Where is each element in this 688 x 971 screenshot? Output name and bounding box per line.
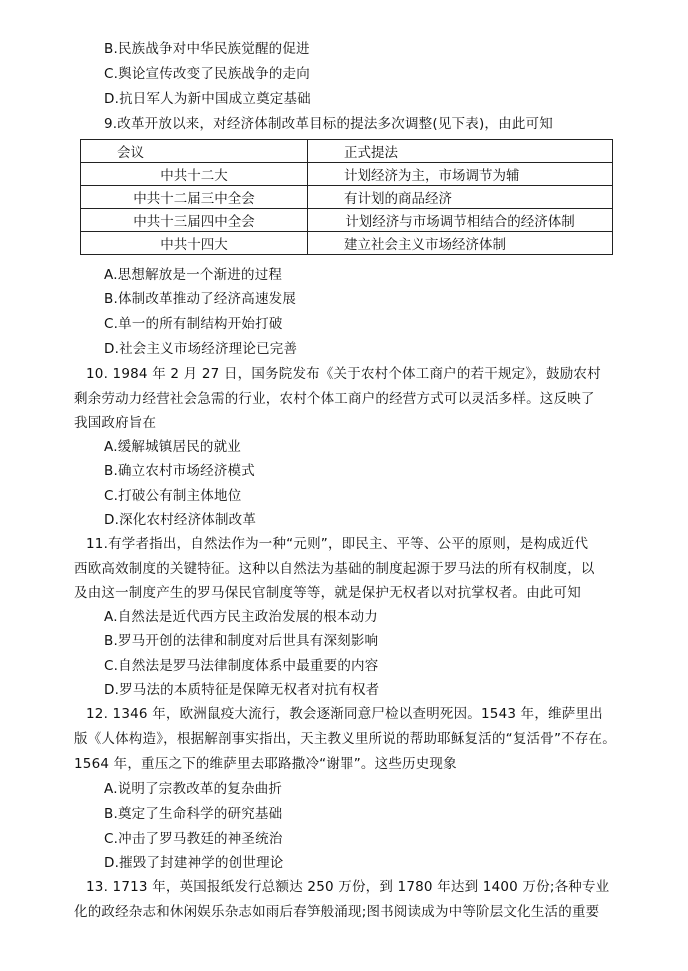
q9-option-a[interactable]: A.思想解放是一个渐进的过程: [104, 267, 283, 283]
table-cell-formulation: 计划经济与市场调节相结合的经济体制: [308, 209, 613, 232]
q12-stem-line-2: 版《人体构造》，根据解剖事实指出，天主教义里所说的帮助耶稣复活的“复活骨”不存在。: [74, 731, 616, 747]
table-row: [81, 186, 613, 209]
table-cell-meeting: 中共十三届四中全会: [81, 209, 308, 232]
q10-option-a[interactable]: A.缓解城镇居民的就业: [104, 439, 241, 455]
q12-option-b[interactable]: B.奠定了生命科学的研究基础: [104, 806, 283, 822]
q10-stem-line-1: 10. 1984 年 2 月 27 日，国务院发布《关于农村个体工商户的若干规定》，鼓励农村: [86, 366, 601, 382]
table-cell-formulation: 计划经济为主，市场调节为辅: [308, 163, 613, 186]
table-header-meeting: 会议: [81, 140, 308, 163]
table-header-row: [81, 140, 613, 163]
table-cell-formulation: 建立社会主义市场经济体制: [308, 232, 613, 255]
table-row: [81, 209, 613, 232]
q8-option-b[interactable]: B.民族战争对中华民族觉醒的促进: [104, 41, 310, 57]
q13-stem-line-1: 13. 1713 年，英国报纸发行总额达 250 万份，到 1780 年达到 1400 万份;各种专业: [86, 879, 610, 895]
q10-stem-line-3: 我国政府旨在: [74, 415, 157, 431]
q12-option-c[interactable]: C.冲击了罗马教廷的神圣统治: [104, 831, 283, 847]
table-cell-formulation: 有计划的商品经济: [308, 186, 613, 209]
q8-option-d[interactable]: D.抗日军人为新中国成立奠定基础: [104, 91, 311, 107]
q10-stem-line-2: 剩余劳动力经营社会急需的行业，农村个体工商户的经营方式可以灵活多样。这反映了: [74, 391, 595, 407]
q9-option-c[interactable]: C.单一的所有制结构开始打破: [104, 316, 283, 332]
q9-option-d[interactable]: D.社会主义市场经济理论已完善: [104, 341, 298, 357]
q11-option-c[interactable]: C.自然法是罗马法律制度体系中最重要的内容: [104, 658, 379, 674]
q11-stem-line-3: 及由这一制度产生的罗马保民官制度等等，就是保护无权者以对抗掌权者。由此可知: [74, 585, 581, 601]
table-row: [81, 163, 613, 186]
table-cell-meeting: 中共十四大: [81, 232, 308, 255]
q12-option-d[interactable]: D.摧毁了封建神学的创世理论: [104, 855, 284, 871]
table-cell-meeting: 中共十二届三中全会: [81, 186, 308, 209]
q11-stem-line-1: 11.有学者指出，自然法作为一种“元则”，即民主、平等、公平的原则，是构成近代: [86, 536, 589, 552]
q13-stem-line-2: 化的政经杂志和休闲娱乐杂志如雨后春笋般涌现;图书阅读成为中等阶层文化生活的重要: [74, 904, 600, 920]
table-header-formulation: 正式提法: [308, 140, 613, 163]
q11-option-a[interactable]: A.自然法是近代西方民主政治发展的根本动力: [104, 609, 378, 625]
q8-option-c[interactable]: C.舆论宣传改变了民族战争的走向: [104, 66, 310, 82]
table-row: [81, 232, 613, 255]
q9-policy-table: [80, 139, 613, 255]
q11-option-b[interactable]: B.罗马开创的法律和制度对后世具有深刻影响: [104, 633, 379, 649]
q10-option-b[interactable]: B.确立农村市场经济模式: [104, 463, 255, 479]
q11-option-d[interactable]: D.罗马法的本质特征是保障无权者对抗有权者: [104, 682, 380, 698]
q11-stem-line-2: 西欧高效制度的关键特征。这种以自然法为基础的制度起源于罗马法的所有权制度，以: [74, 561, 595, 577]
q9-option-b[interactable]: B.体制改革推动了经济高速发展: [104, 291, 297, 307]
q9-stem: 9.改革开放以来，对经济体制改革目标的提法多次调整(见下表)，由此可知: [104, 116, 553, 132]
q12-option-a[interactable]: A.说明了宗教改革的复杂曲折: [104, 781, 283, 797]
table-cell-meeting: 中共十二大: [81, 163, 308, 186]
q12-stem-line-1: 12. 1346 年，欧洲鼠疫大流行，教会逐渐同意尸检以查明死因。1543 年，维萨里出: [86, 706, 603, 722]
q12-stem-line-3: 1564 年，重压之下的维萨里去耶路撒冷“谢罪”。这些历史现象: [74, 756, 457, 772]
q10-option-c[interactable]: C.打破公有制主体地位: [104, 488, 242, 504]
q10-option-d[interactable]: D.深化农村经济体制改革: [104, 512, 257, 528]
